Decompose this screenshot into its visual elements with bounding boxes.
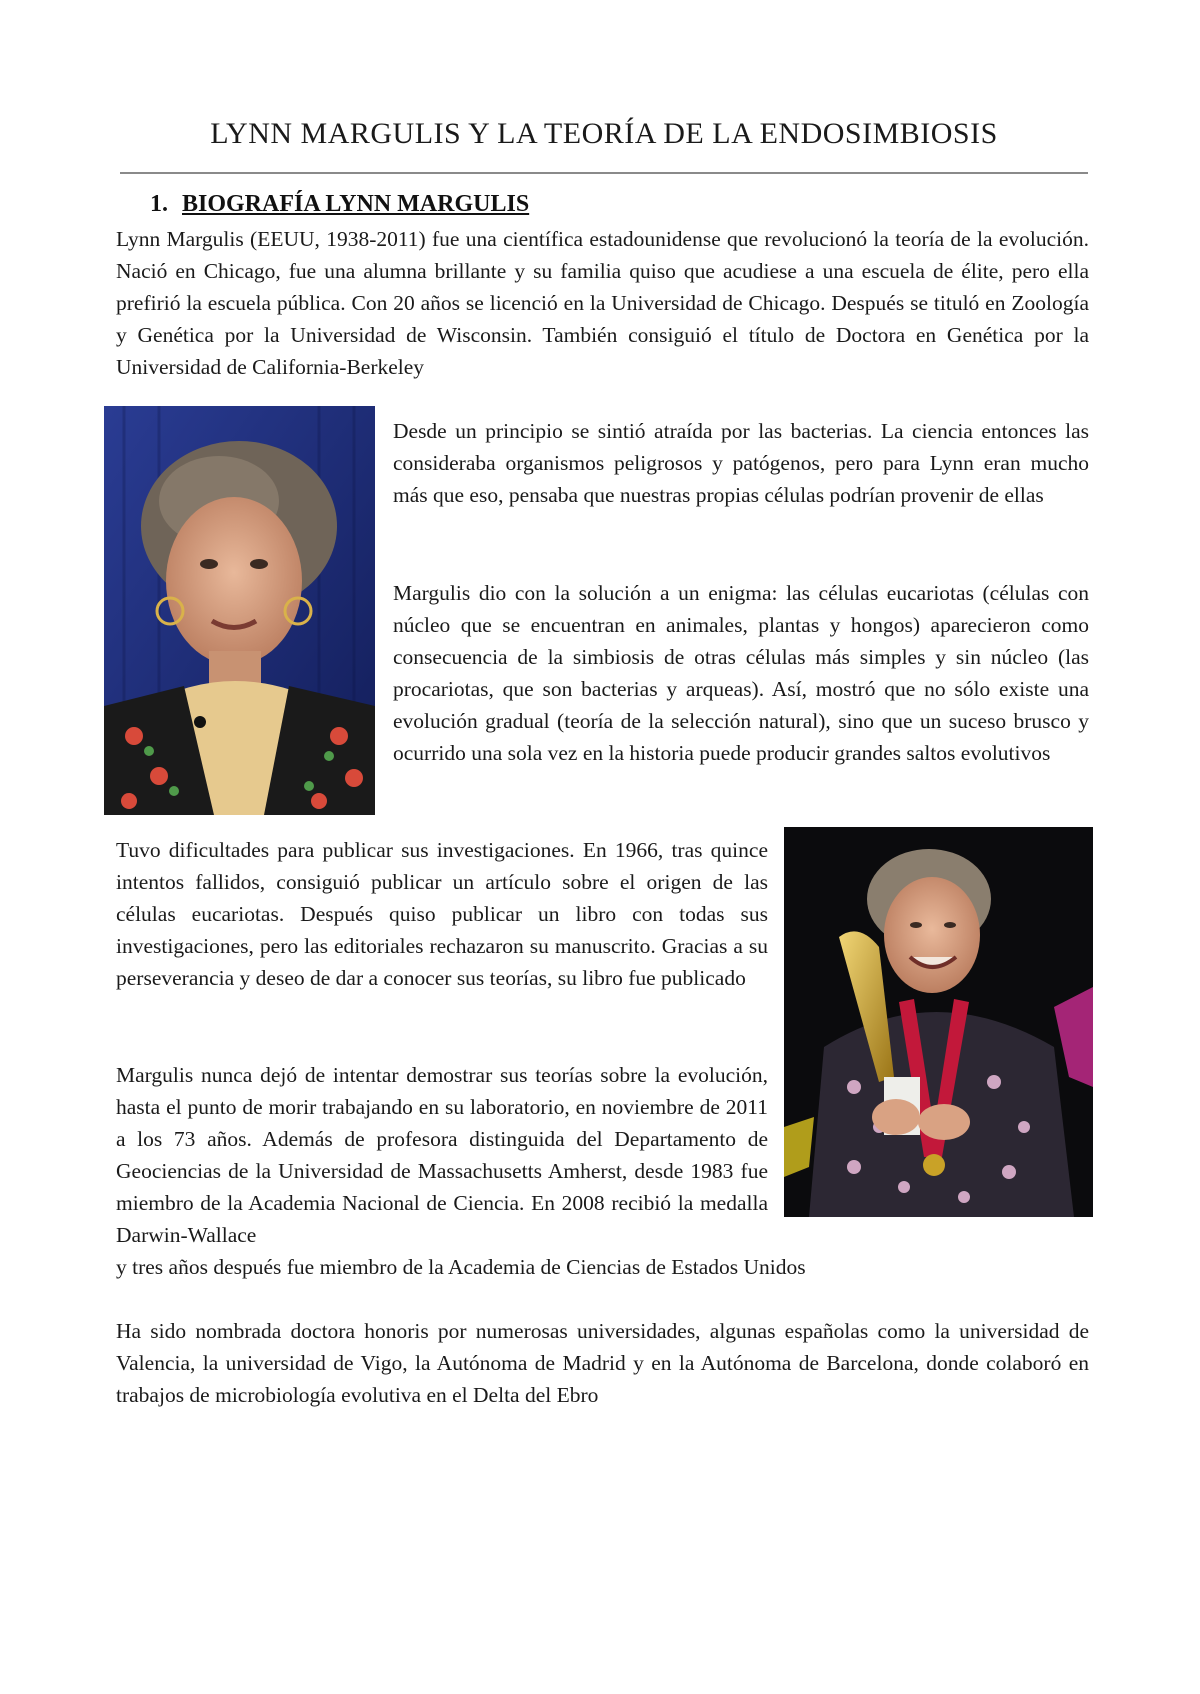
award-illustration bbox=[784, 827, 1093, 1217]
section-number: 1. bbox=[150, 191, 168, 217]
section-title: BIOGRAFÍA LYNN MARGULIS bbox=[182, 191, 530, 217]
paragraph-bacteria: Desde un principio se sintió atraída por las bacterias. La ciencia entonces las consideraba organismos peligrosos y patógenos, pero para Lynn eran mucho más que eso, pensaba que nuestras propias células podrían provenir de ellas bbox=[393, 419, 1089, 507]
page-title: LYNN MARGULIS Y LA TEORÍA DE LA ENDOSIMBIOSIS bbox=[210, 117, 998, 150]
portrait-photo-speaking bbox=[104, 406, 375, 815]
paragraph-career: Margulis nunca dejó de intentar demostrar sus teorías sobre la evolución, hasta el punto de morir trabajando en su laboratorio, en noviembre de 2011 a los 73 años. Además de profesora distinguida del Departamento de Geociencias de la Universidad de Massachusetts Amherst, desde 1983 fue miembro de la Academia Nacional de Ciencia. En 2008 recibió la medalla Darwin-Wallace bbox=[116, 1063, 768, 1247]
award-photo bbox=[784, 827, 1093, 1217]
section-heading bbox=[150, 188, 529, 220]
paragraph-enigma: Margulis dio con la solución a un enigma: las células eucariotas (células con núcleo que se encuentran en animales, plantas y hongos) aparecieron como consecuencia de la simbiosis de otras células más simples y sin núcleo (las procariotas, que son bacterias y arqueas). Así, mostró que no sólo existe una evolución gradual (teoría de la selección natural), sino que un suceso brusco y ocurrido una sola vez en la historia puede producir grandes saltos evolutivos bbox=[393, 581, 1089, 765]
paragraph-honors: Ha sido nombrada doctora honoris por numerosas universidades, algunas españolas como la universidad de Valencia, la universidad de Vigo, la Autónoma de Madrid y en la Autónoma de Barcelona, donde colaboró en trabajos de microbiología evolutiva en el Delta del Ebro bbox=[116, 1319, 1089, 1407]
title-divider bbox=[120, 172, 1088, 174]
portrait-illustration bbox=[104, 406, 375, 815]
paragraph-publishing: Tuvo dificultades para publicar sus investigaciones. En 1966, tras quince intentos fallidos, consiguió publicar un artículo sobre el origen de las células eucariotas. Después quiso publicar un libro con todas sus investigaciones, pero las editoriales rechazaron su manuscrito. Gracias a su perseverancia y deseo de dar a conocer sus teorías, su libro fue publicado bbox=[116, 838, 768, 990]
paragraph-career-end: y tres años después fue miembro de la Academia de Ciencias de Estados Unidos bbox=[116, 1255, 806, 1279]
paragraph-intro: Lynn Margulis (EEUU, 1938-2011) fue una científica estadounidense que revolucionó la teoría de la evolución. Nació en Chicago, fue una alumna brillante y su familia quiso que acudiese a una escuela de élite, pero ella prefirió la escuela pública. Con 20 años se licenció en la Universidad de Chicago. Después se tituló en Zoología y Genética por la Universidad de Wisconsin. También consiguió el título de Doctora en Genética por la Universidad de California-Berkeley bbox=[116, 227, 1089, 379]
